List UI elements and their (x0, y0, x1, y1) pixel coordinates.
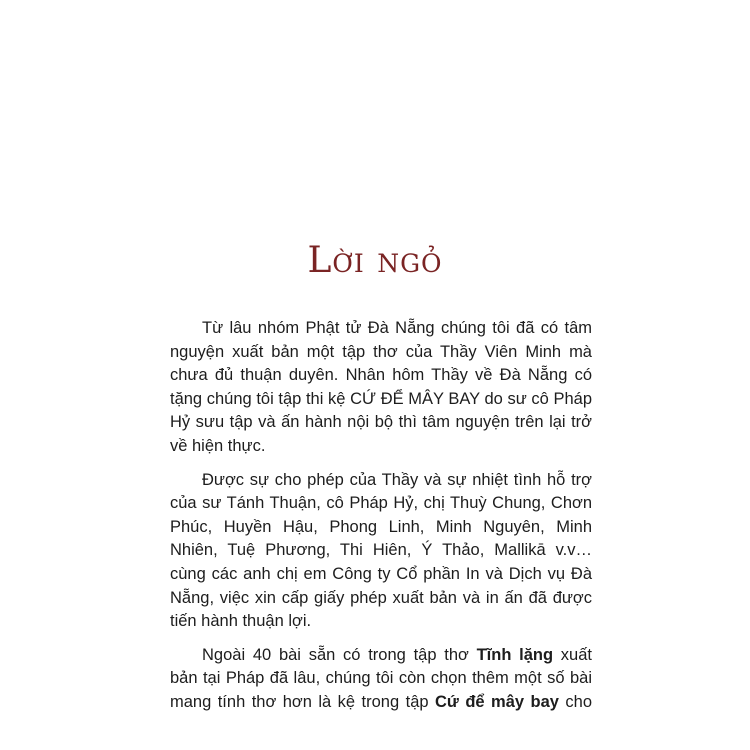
text-line: Nhiên, Tuệ Phương, Thi Hiên, Ý Thảo, Mallikā v.v… (170, 541, 592, 560)
text-line: Nẵng, việc xin cấp giấy phép xuất bản và in ấn đã được (170, 588, 592, 607)
text-line: cùng các anh chị em Công ty Cổ phần In và Dịch vụ Đà (170, 564, 592, 583)
text-line: Từ lâu nhóm Phật tử Đà Nẵng chúng tôi đã có tâm (202, 319, 592, 337)
text-line: của sư Tánh Thuận, cô Pháp Hỷ, chị Thuỳ Chung, Chơn (170, 494, 592, 513)
text-line: về hiện thực. (170, 436, 266, 455)
paragraph-2 (170, 469, 592, 634)
text-line: tiến hành thuận lợi. (170, 612, 312, 631)
text-run: Ngoài 40 bài sẵn có trong tập thơ (202, 645, 477, 664)
text-line: Được sự cho phép của Thầy và sự nhiệt tình hỗ trợ (202, 470, 592, 489)
book-title-tinh-lang: Tĩnh lặng (476, 645, 554, 664)
text-line (170, 644, 592, 668)
text-line: chưa đủ thuận duyên. Nhân hôm Thầy về Đà Nẵng có (170, 366, 592, 385)
book-title-cu-de-may-bay: Cứ để mây bay (435, 692, 559, 711)
text-run: mang tính thơ hơn là kệ trong tập (170, 692, 435, 711)
text-line: Hỷ sưu tập và ấn hành nội bộ thì tâm nguyện trên lại trở (170, 413, 592, 432)
text-line: Phúc, Huyền Hậu, Phong Linh, Minh Nguyên, Minh (170, 517, 592, 536)
paragraph-3 (170, 644, 592, 715)
text-line: bản tại Pháp đã lâu, chúng tôi còn chọn thêm một số bài (170, 669, 592, 688)
text-run: xuất (553, 645, 592, 664)
page-title: Lời ngỏ (307, 240, 443, 281)
paragraph-1 (170, 317, 592, 459)
text-line: tặng chúng tôi tập thi kệ CỨ ĐỂ MÂY BAY do sư cô Pháp (170, 389, 592, 408)
text-run: cho (558, 692, 592, 711)
preface-body (170, 317, 592, 725)
text-line: nguyện xuất bản một tập thơ của Thầy Viên Minh mà (170, 342, 592, 361)
text-line (170, 691, 592, 715)
